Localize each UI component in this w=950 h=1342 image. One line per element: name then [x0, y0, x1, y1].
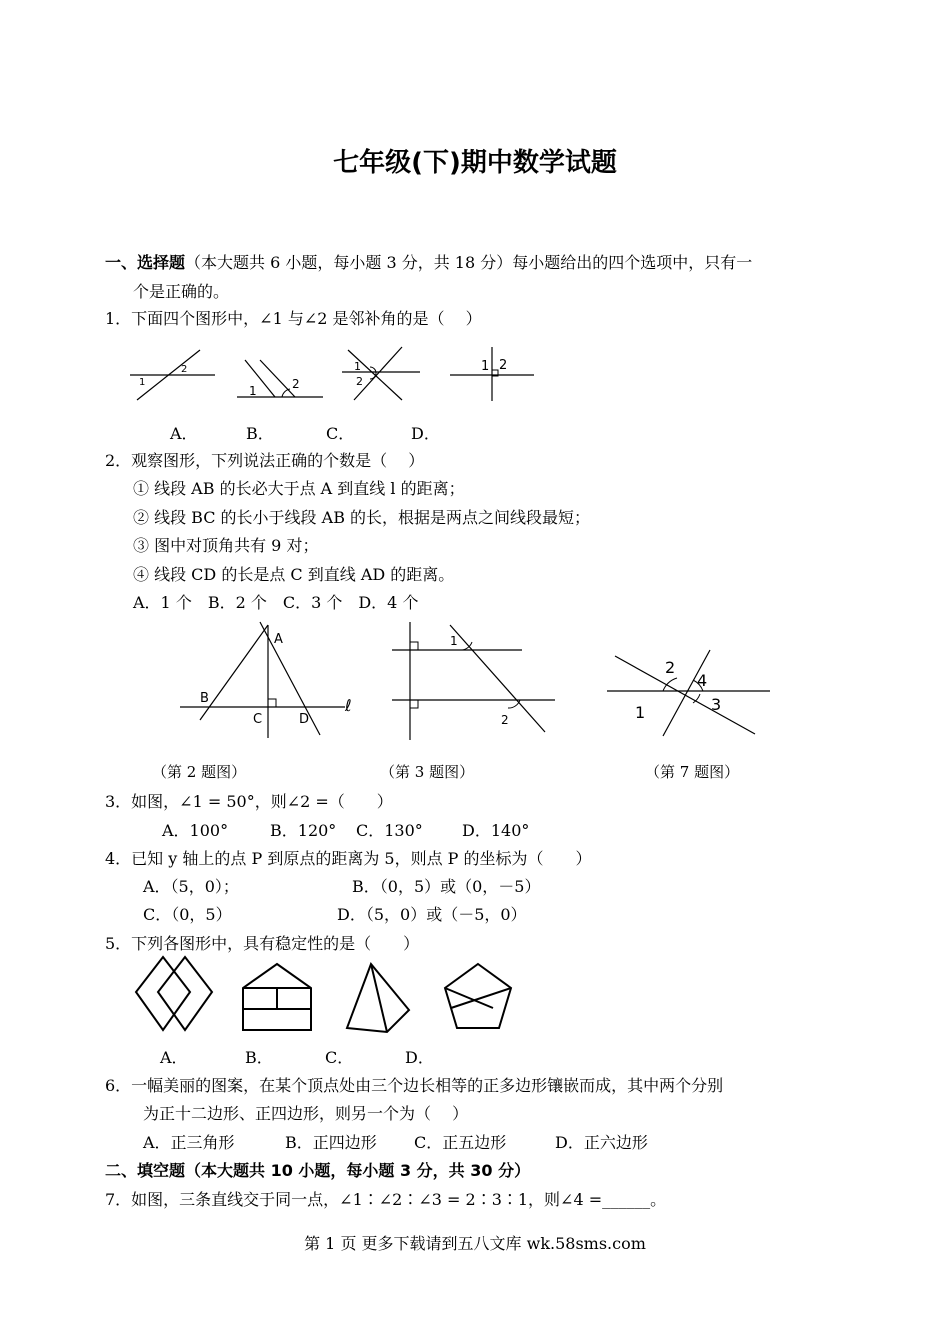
fig3-right-angle-bottom [410, 700, 418, 708]
q5a-rhombus-left [136, 957, 190, 1030]
q1-text: 1．下面四个图形中，∠1 与∠2 是邻补角的是（ ） [105, 309, 482, 328]
q5-shape-d [443, 962, 513, 1032]
section2-heading: 二、填空题（本大题共 10 小题，每小题 3 分，共 30 分） [105, 1161, 531, 1180]
q1-figure-b [235, 355, 325, 405]
q1a-label-2: 2 [181, 364, 188, 375]
q2-options: A．1 个 B．2 个 C．3 个 D．4 个 [133, 593, 419, 612]
section1-note: （本大题共 6 小题，每小题 3 分，共 18 分）每小题给出的四个选项中，只有一 [185, 253, 753, 272]
fig3-transversal [450, 625, 545, 732]
q6-option-d[interactable]: D．正六边形 [555, 1133, 648, 1152]
q6-option-c[interactable]: C．正五边形 [414, 1133, 507, 1152]
q6-text-cont: 为正十二边形、正四边形，则另一个为（ ） [143, 1104, 469, 1123]
q6-option-a[interactable]: A．正三角形 [143, 1133, 235, 1152]
fig2-label-c: C [253, 712, 263, 727]
fig2-label-b: B [200, 691, 209, 706]
page-title: 七年级(下)期中数学试题 [333, 148, 617, 178]
fig2-caption: （第 2 题图） [152, 763, 247, 781]
q4-option-d[interactable]: D．（5，0）或（－5，0） [337, 905, 527, 924]
q1b-label-2: 2 [292, 377, 300, 391]
fig2-line-ab [200, 625, 268, 720]
fig3-diagram [390, 620, 560, 745]
q4-option-c[interactable]: C．（0，5） [143, 905, 232, 924]
fig2-diagram [175, 620, 365, 745]
q4-option-b[interactable]: B．（0，5）或（0，－5） [352, 877, 541, 896]
fig3-right-angle-top [410, 642, 418, 650]
q1d-label-1: 1 [481, 359, 490, 374]
q1b-label-1: 1 [249, 384, 257, 398]
q5d-inner-line-1 [445, 988, 493, 1008]
fig3-caption: （第 3 题图） [380, 763, 475, 781]
q5-option-b[interactable]: B． [245, 1048, 273, 1067]
q1-figure-d [448, 345, 536, 403]
q4-text: 4．已知 y 轴上的点 P 到原点的距离为 5，则点 P 的坐标为（ ） [105, 849, 592, 868]
q3-text: 3．如图，∠1 = 50°，则∠2 =（ ） [105, 792, 393, 811]
q5-option-c[interactable]: C． [325, 1048, 354, 1067]
section1-note-cont: 个是正确的。 [133, 282, 230, 301]
fig2-label-a: A [274, 632, 283, 647]
q1c-label-2: 2 [356, 375, 363, 388]
q5-shape-b [241, 962, 313, 1032]
fig2-label-d: D [299, 712, 310, 727]
fig7-label-3: 3 [711, 695, 722, 714]
section1-header [105, 250, 752, 273]
fig7-diagram [605, 648, 775, 743]
q1d-label-2: 2 [499, 358, 508, 373]
q6-option-b[interactable]: B．正四边形 [285, 1133, 377, 1152]
q6-text: 6．一幅美丽的图案，在某个顶点处由三个边长相等的正多边形镶嵌而成，其中两个分别 [105, 1076, 724, 1095]
q3-option-a[interactable]: A．100° [162, 821, 229, 840]
q5-shape-a [133, 955, 215, 1033]
q3-option-b[interactable]: B．120° [270, 821, 337, 840]
q1-option-a[interactable]: A． [170, 424, 198, 443]
q1-option-d[interactable]: D． [411, 424, 440, 443]
fig3-label-1: 1 [450, 634, 458, 648]
page-footer: 第 1 页 更多下载请到五八文库 wk.58sms.com [304, 1234, 646, 1253]
fig7-label-1: 1 [635, 703, 646, 722]
q2-statement-4: ④ 线段 CD 的长是点 C 到直线 AD 的距离。 [133, 565, 455, 584]
q1b-line-right [260, 360, 295, 397]
q1c-label-1: 1 [354, 360, 361, 373]
q3-option-c[interactable]: C．130° [356, 821, 423, 840]
q5-option-a[interactable]: A． [160, 1048, 188, 1067]
section1-heading: 一、选择题 [105, 253, 186, 272]
fig2-label-l: ℓ [345, 696, 352, 715]
q3-option-d[interactable]: D．140° [462, 821, 530, 840]
q2-statement-1: ① 线段 AB 的长必大于点 A 到直线 l 的距离； [133, 479, 465, 498]
q5-shape-c [345, 962, 413, 1034]
q1a-label-1: 1 [139, 377, 146, 388]
fig2-right-angle-mark [268, 699, 276, 707]
fig3-label-2: 2 [501, 713, 509, 727]
fig7-label-2: 2 [665, 658, 676, 677]
q5-option-d[interactable]: D． [405, 1048, 434, 1067]
q1-option-c[interactable]: C． [326, 424, 355, 443]
fig7-caption: （第 7 题图） [645, 763, 740, 781]
q2-text: 2．观察图形，下列说法正确的个数是（ ） [105, 451, 425, 470]
q2-statement-3: ③ 图中对顶角共有 9 对； [133, 536, 319, 555]
q5a-rhombus-right [158, 957, 212, 1030]
q5d-pentagon [445, 964, 511, 1028]
q1-option-b[interactable]: B． [246, 424, 274, 443]
q1-figure-a [125, 345, 220, 405]
q5d-inner-line-2 [451, 988, 511, 1008]
fig2-line-ad [260, 622, 320, 735]
q7-text: 7．如图，三条直线交于同一点，∠1∶∠2∶∠3 = 2∶3∶1，则∠4 =______。 [105, 1190, 667, 1209]
fig7-label-4: 4 [697, 671, 708, 690]
q1-figure-c [340, 345, 422, 405]
q1c-line-2 [354, 347, 402, 400]
q2-statement-2: ② 线段 BC 的长小于线段 AB 的长，根据是两点之间线段最短； [133, 508, 591, 527]
q4-option-a[interactable]: A．（5，0）； [143, 877, 239, 896]
q5-text: 5．下列各图形中，具有稳定性的是（ ） [105, 934, 420, 953]
